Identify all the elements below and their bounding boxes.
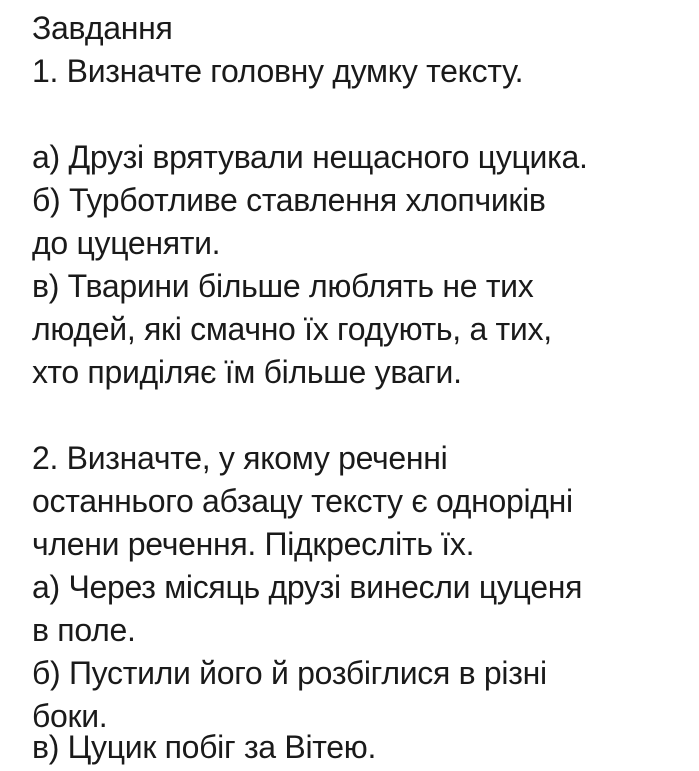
task2-option-a-line1: а) Через місяць друзі винесли цуценя (32, 569, 583, 605)
task1-option-a: а) Друзі врятували нещасного цуцика. (32, 139, 588, 175)
task1-option-b-line1: б) Турботливе ставлення хлопчиків (32, 182, 546, 218)
task1-option-c-line3: хто приділяє їм більше уваги. (32, 354, 462, 390)
task2-option-c: в) Цуцик побіг за Вітею. (32, 729, 377, 765)
task1-option-c-line1: в) Тварини більше люблять не тих (32, 268, 534, 304)
task2-question-line2: останнього абзацу тексту є однорідні (32, 483, 573, 519)
task2-option-b-line1: б) Пустили його й розбіглися в різні (32, 655, 547, 691)
task2-question-line3: члени речення. Підкресліть їх. (32, 526, 475, 562)
document-title: Завдання (32, 10, 173, 46)
task1-question: 1. Визначте головну думку тексту. (32, 53, 524, 89)
task2-option-b-line2: боки. (32, 698, 108, 734)
task2-question-line1: 2. Визначте, у якому реченні (32, 440, 448, 476)
task1-option-c-line2: людей, які смачно їх годують, а тих, (32, 311, 552, 347)
task1-option-b-line2: до цуценяти. (32, 225, 221, 261)
task2-option-a-line2: в поле. (32, 612, 136, 648)
